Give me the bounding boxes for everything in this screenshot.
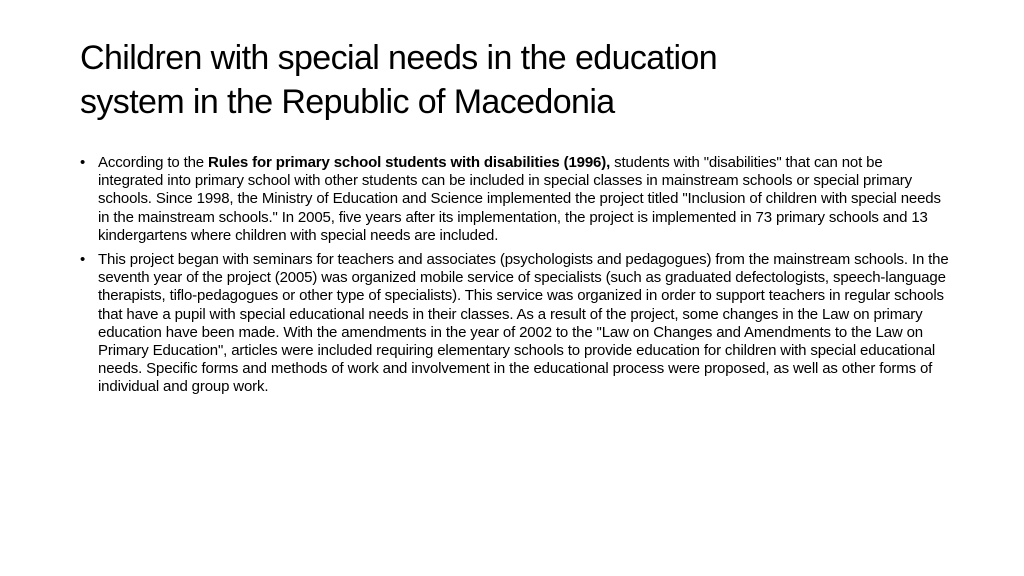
bullet-dot-icon: • bbox=[80, 154, 86, 171]
bullet-bold-rules: Rules for primary school students with disabilities (1996), bbox=[208, 154, 611, 171]
bullet-dot-icon: • bbox=[80, 251, 86, 269]
bullet-text-project: This project began with seminars for teachers and associates (psychologists and pedagogues) from the mainstream schools. In the seventh year of the project (2005) was organized mobile service of specialists (such as graduated defectologists, speech-language therapists, tiflo-pedagogues or other type of specialists). This service was organized in order to support teachers in regular schools that have a pupil with special educational needs in their classes. As a result of the project, some changes in the Law on primary education have been made. With the amendments in the year of 2002 to the "Law on Changes and Amendments to the Law on Primary Education", articles were included requiring elementary schools to provide education for children with special educational needs. Specific forms and methods of work and involvement in the educational process were proposed, as well as other forms of individual and group work. bbox=[98, 251, 949, 396]
bullet-item-rules bbox=[80, 154, 950, 245]
slide-title-line-2: system in the Republic of Macedonia bbox=[80, 83, 615, 121]
bullet-item-project bbox=[80, 251, 950, 397]
slide-title-line-1: Children with special needs in the education bbox=[80, 39, 718, 77]
slide-title bbox=[80, 36, 950, 124]
bullet-text-before: According to the bbox=[98, 154, 209, 171]
bullet-text-after: students with "disabilities" that can not be integrated into primary school with other students can be included in special classes in mainstream schools or special primary schools. Since 1998, the Ministry of Education and Science implemented the project titled "Inclusion of children with special needs in the mainstream schools." In 2005, five years after its implementation, the project is implemented in 73 primary schools and 13 kindergartens where children with special needs are included. bbox=[98, 154, 941, 244]
bullet-list bbox=[80, 154, 950, 403]
